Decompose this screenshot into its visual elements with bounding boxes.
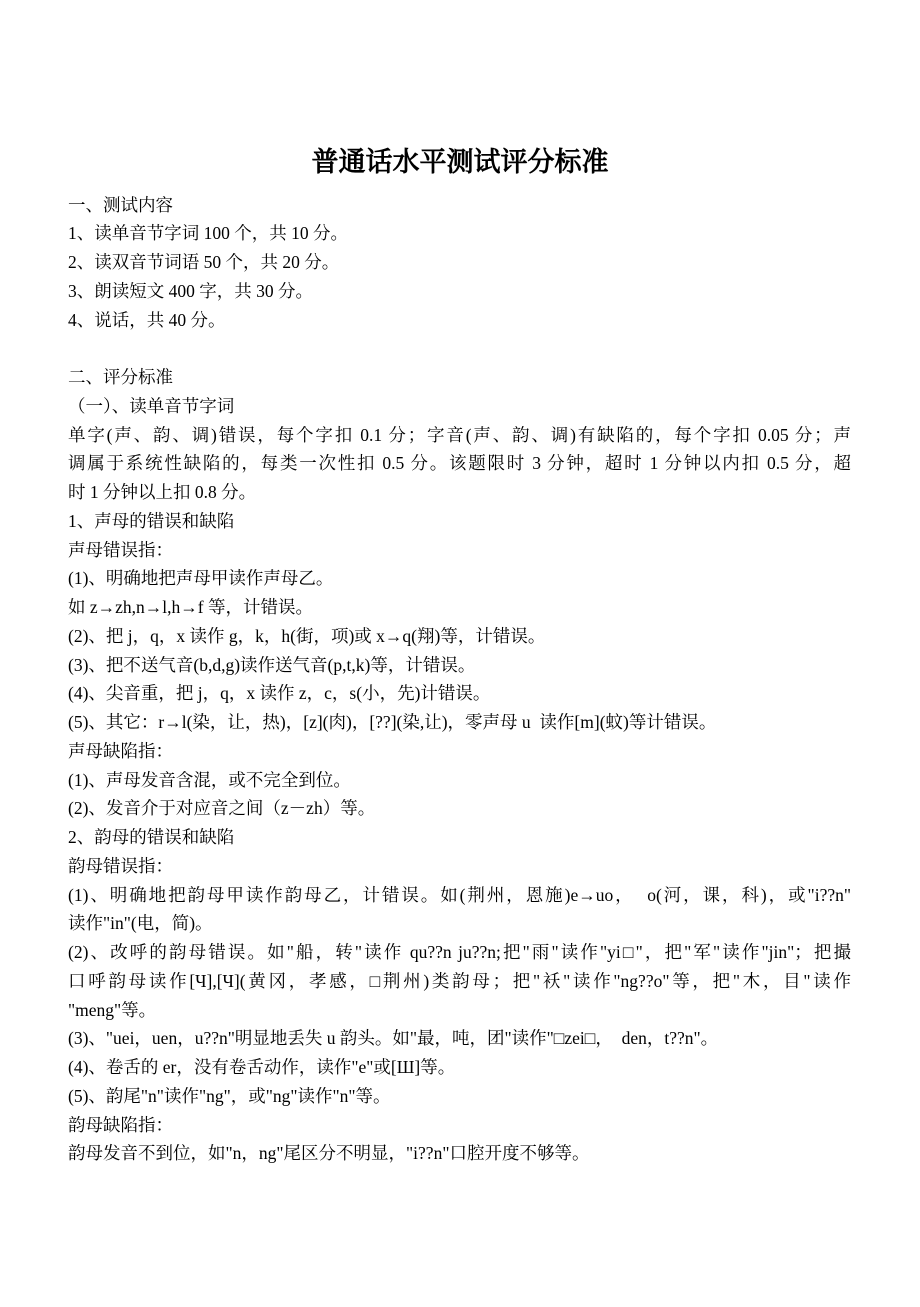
finals-heading: 2、韵母的错误和缺陷 — [68, 827, 235, 848]
initials-defects-label: 声母缺陷指： — [68, 740, 173, 761]
section-content-heading: 一、测试内容 — [68, 194, 173, 215]
initials-error-item: 如 z→zh,n→l,h→f 等，计错误。 — [68, 597, 313, 618]
finals-error-item: 口呼韵母读作[Ч],[Ч](黄冈，孝感，□荆州)类韵母；把"袄"读作"ng??o"等，把"木，目"读作 — [68, 970, 851, 991]
subsection-heading: （一）、读单音节字词 — [68, 395, 235, 416]
intro-paragraph-line: 调属于系统性缺陷的，每类一次性扣 0.5 分。该题限时 3 分钟，超时 1 分钟以内扣 0.5 分，超 — [68, 453, 851, 474]
finals-defects-label: 韵母缺陷指： — [68, 1114, 173, 1135]
initials-error-item: (3)、把不送气音(b,d,g)读作送气音(p,t,k)等，计错误。 — [68, 654, 476, 675]
content-item: 1、读单音节字词 100 个，共 10 分。 — [68, 223, 348, 244]
initials-error-item: (4)、尖音重，把 j，q，x 读作 z，c，s(小，先)计错误。 — [68, 683, 491, 704]
section-standards-heading: 二、评分标准 — [68, 367, 173, 388]
finals-error-item: (2)、改呼的韵母错误。如"船，转"读作 qu??n ju??n;把"雨"读作"yi□"，把"军"读作"jin"；把撮 — [68, 942, 851, 963]
finals-error-item: (4)、卷舌的 er，没有卷舌动作，读作"e"或[Ш]等。 — [68, 1057, 456, 1078]
finals-error-item: "meng"等。 — [68, 999, 157, 1020]
initials-errors-label: 声母错误指： — [68, 539, 173, 560]
document-body — [68, 191, 851, 1169]
finals-errors-label: 韵母错误指： — [68, 855, 173, 876]
document-title: 普通话水平测试评分标准 — [311, 147, 609, 177]
content-item: 2、读双音节词语 50 个，共 20 分。 — [68, 252, 340, 273]
finals-defect-item: 韵母发音不到位，如"n，ng"尾区分不明显，"i??n"口腔开度不够等。 — [68, 1143, 590, 1164]
intro-paragraph-line: 时 1 分钟以上扣 0.8 分。 — [68, 482, 257, 503]
initials-heading: 1、声母的错误和缺陷 — [68, 510, 235, 531]
finals-error-item: 读作"in"(电，简)。 — [68, 913, 213, 934]
finals-error-item: (5)、韵尾"n"读作"ng"，或"ng"读作"n"等。 — [68, 1085, 391, 1106]
initials-error-item: (1)、明确地把声母甲读作声母乙。 — [68, 568, 334, 589]
content-item: 4、说话，共 40 分。 — [68, 309, 226, 330]
intro-paragraph-line: 单字(声、韵、调)错误，每个字扣 0.1 分；字音(声、韵、调)有缺陷的，每个字扣 0.05 分；声 — [68, 424, 851, 445]
finals-error-item: (1)、明确地把韵母甲读作韵母乙，计错误。如(荆州，恩施)e→uo， o(河，课，科)，或"i??n" — [68, 884, 851, 905]
initials-defect-item: (1)、声母发音含混，或不完全到位。 — [68, 769, 351, 790]
initials-defect-item: (2)、发音介于对应音之间（z－zh）等。 — [68, 798, 376, 819]
initials-error-item: (5)、其它：r→l(染，让，热)，[z](肉)，[??](染,让)，零声母 u 读作[m](蚊)等计错误。 — [68, 712, 717, 733]
finals-error-item: (3)、"uei，uen，u??n"明显地丢失 u 韵头。如"最，吨，团"读作"□zei□， den，t??n"。 — [68, 1028, 719, 1049]
blank-line — [68, 334, 851, 363]
content-item: 3、朗读短文 400 字，共 30 分。 — [68, 280, 313, 301]
initials-error-item: (2)、把 j，q，x 读作 g，k，h(街，项)或 x→q(翔)等，计错误。 — [68, 625, 546, 646]
